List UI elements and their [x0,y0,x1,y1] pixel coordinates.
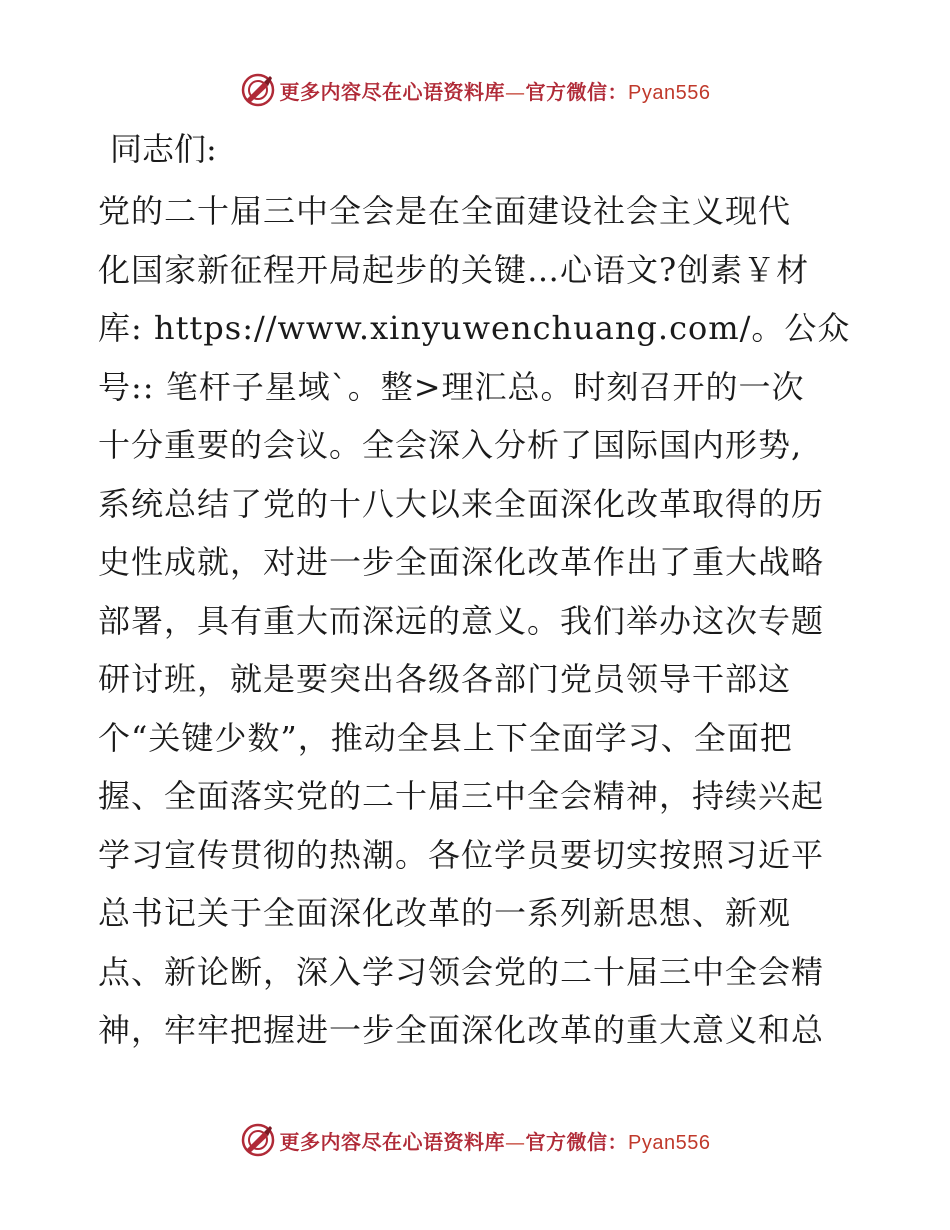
header-separator: — [505,79,526,104]
paragraph-line: 史性成就，对进一步全面深化改革作出了重大战略 [98,543,825,581]
paragraph-line: 号:: 笔杆子星域`。整>理汇总。时刻召开的一次 [98,367,805,406]
paragraph-line: 握、全面落实党的二十届三中全会精神，持续兴起 [98,777,825,815]
footer-banner-text [280,1126,711,1155]
paragraph-line: 学习宣传贯彻的热潮。各位学员要切实按照习近平 [98,835,825,874]
header-wechat-label: 官方微信： [525,79,629,104]
footer-wechat-label: 官方微信： [525,1129,629,1154]
paragraph-line: 十分重要的会议。全会深入分析了国际国内形势, [98,426,803,464]
paragraph-line: 研讨班，就是要突出各级各部门党员领导干部这 [98,660,792,698]
paragraph-line: 系统总结了党的十八大以来全面深化改革取得的历 [98,484,825,523]
paragraph-line: 党的二十届三中全会是在全面建设社会主义现代 [98,192,792,230]
paragraph-line: 个“关键少数”，推动全县上下全面学习、全面把 [98,718,793,757]
paragraph-line: 部署，具有重大而深远的意义。我们举办这次专题 [98,601,825,640]
paragraph-line: 库: https://www.xinyuwenchuang.com/。公众 [98,309,851,347]
paragraph-line: 化国家新征程开局起步的关键…心语文?创素￥材 [98,250,810,289]
header-brand: 更多内容尽在心语资料库 [279,79,506,104]
footer-separator: — [505,1129,526,1154]
paragraph-line: 点、新论断，深入学习领会党的二十届三中全会精 [98,952,825,991]
footer-brand: 更多内容尽在心语资料库 [279,1129,506,1154]
header-banner-text [280,76,711,105]
footer-banner [0,1118,950,1162]
greeting: 同志们: [110,130,217,168]
footer-wechat-id: Pyan556 [628,1131,711,1154]
paragraph-line: 总书记关于全面深化改革的一系列新思想、新观 [98,894,792,932]
brand-logo-icon [240,1122,276,1158]
header-wechat-id: Pyan556 [628,81,711,104]
header-banner [0,68,950,112]
brand-logo-icon [240,72,276,108]
document-body [98,120,858,1060]
paragraph-line: 神，牢牢把握进一步全面深化改革的重大意义和总 [98,1011,825,1049]
